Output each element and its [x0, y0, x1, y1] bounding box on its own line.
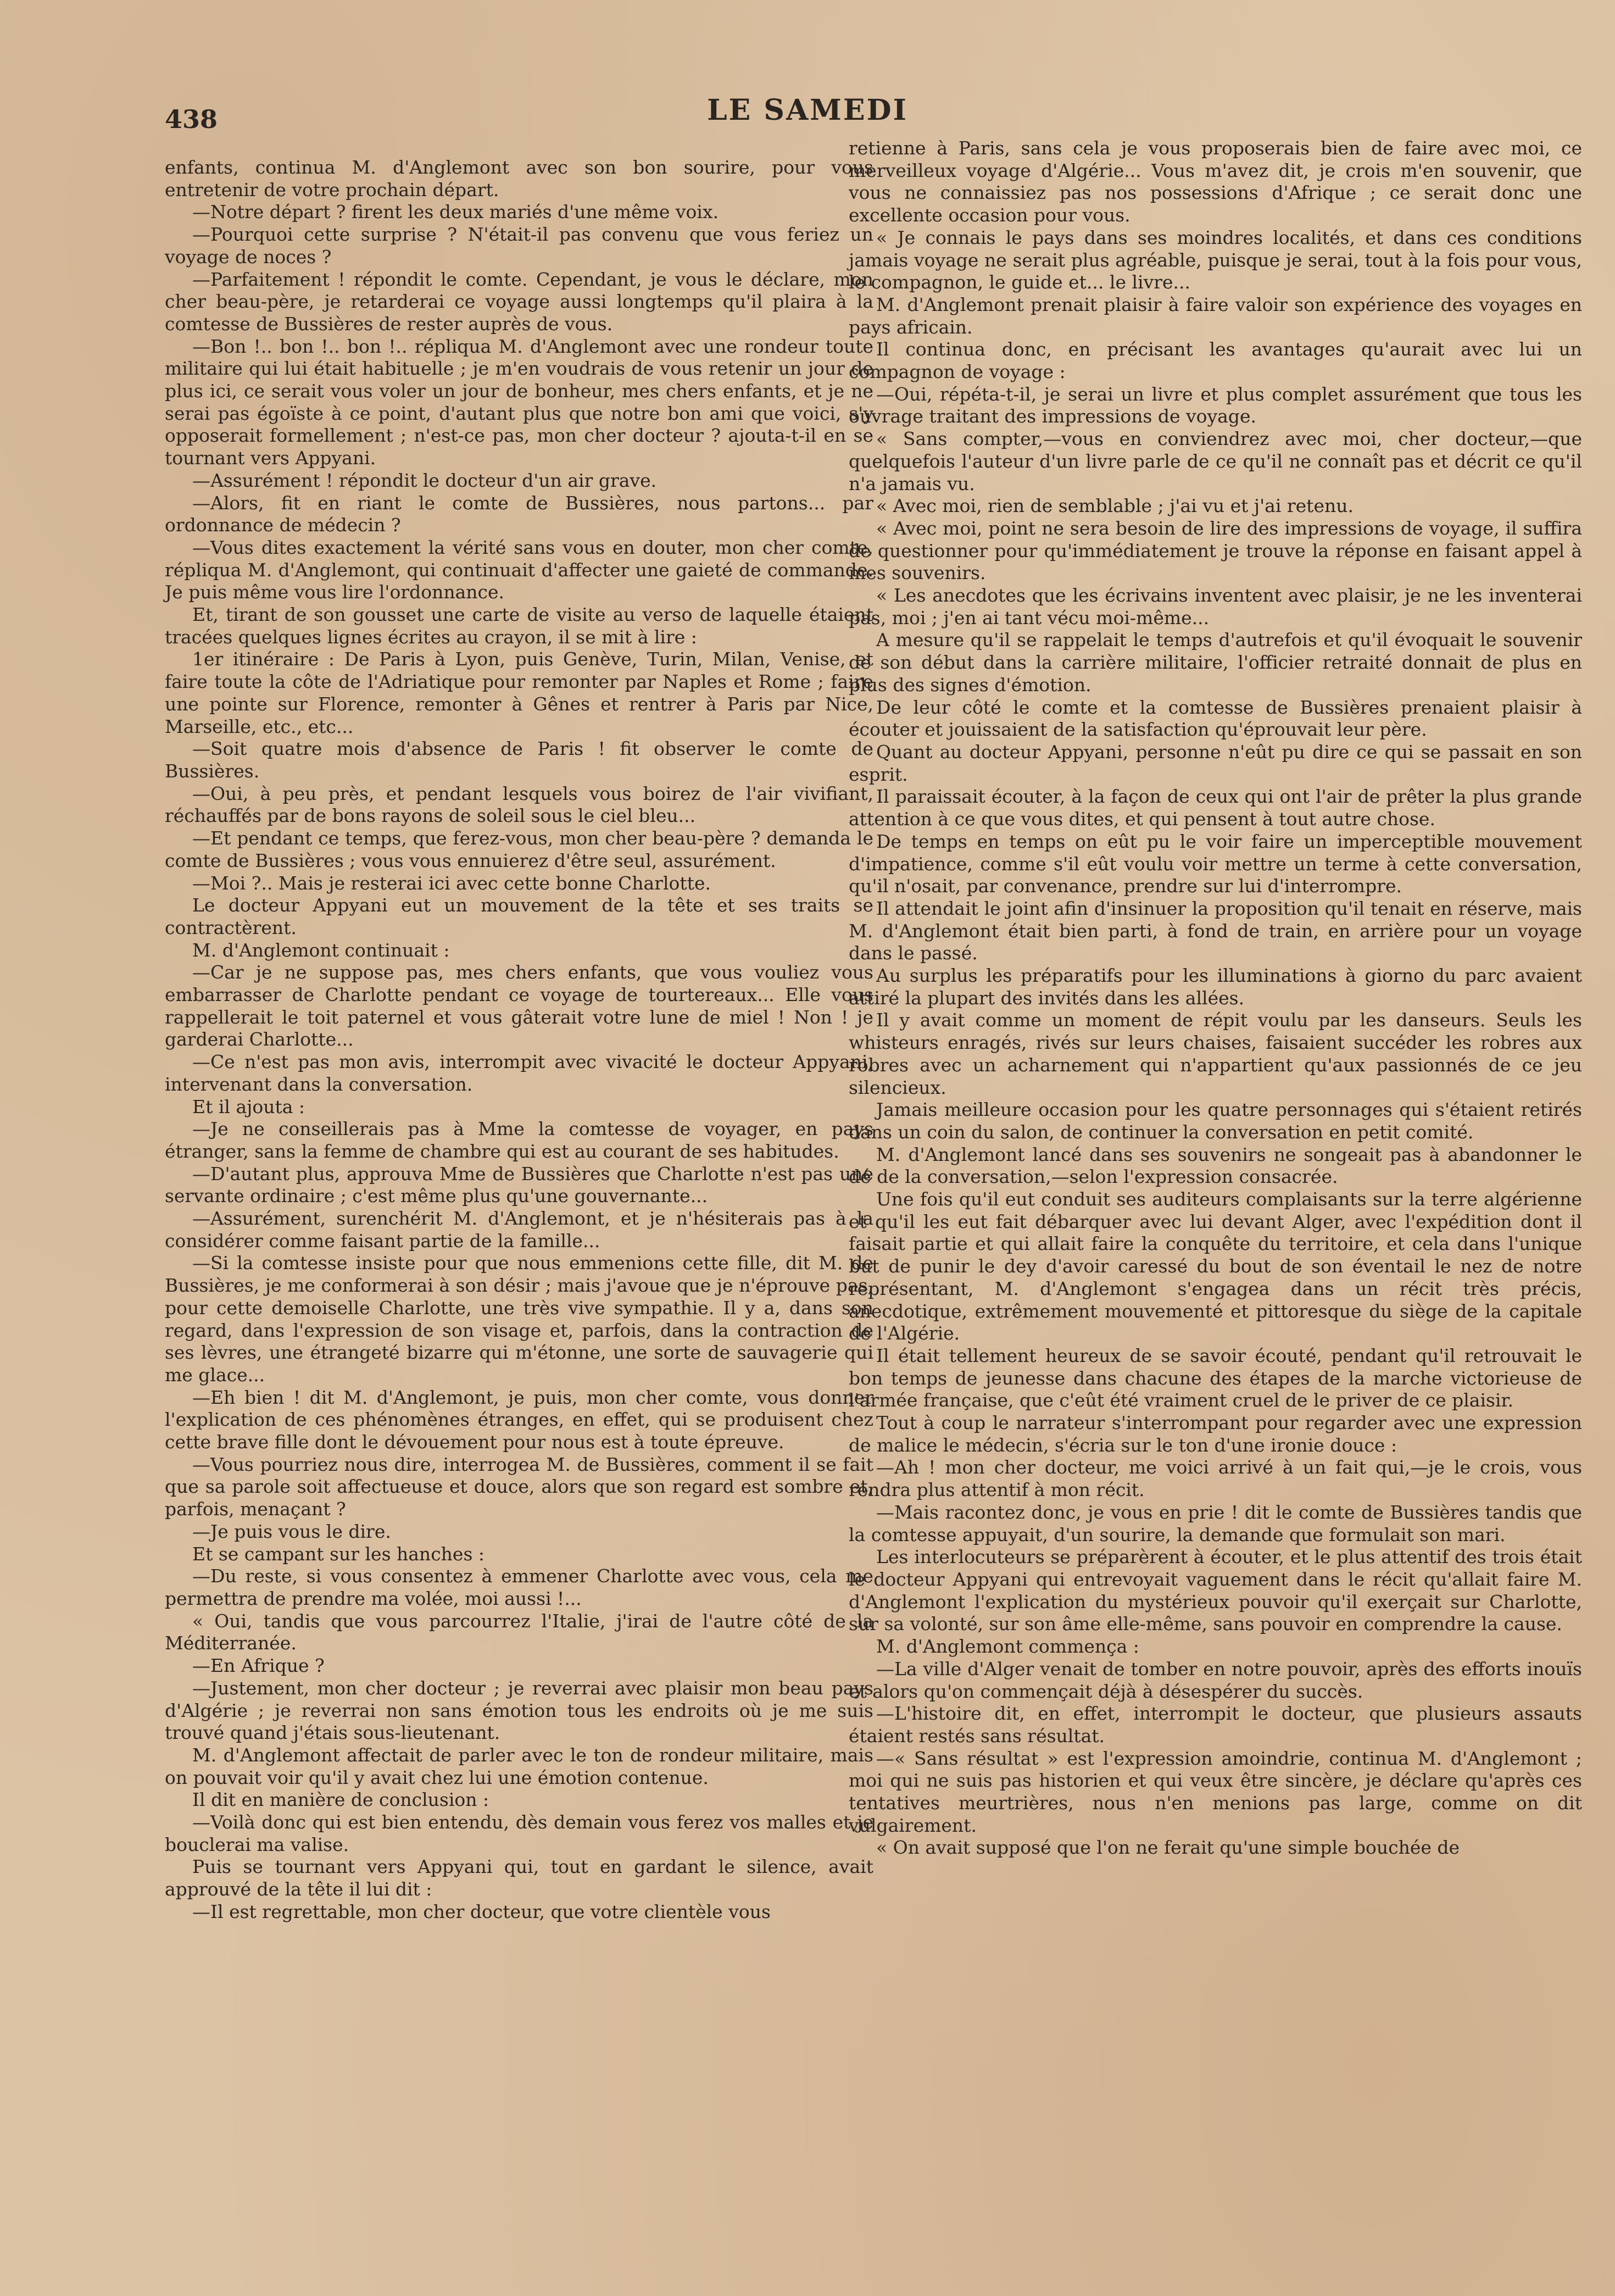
paragraph: Il était tellement heureux de se savoir écouté, pendant qu'il retrouvait le bon temps de jeunesse dans chacune des étapes de la marche victorieuse de l'armée française, que c'eût été vraiment cruel de le priver de ce plaisir. [849, 1344, 1582, 1411]
paragraph: —Ah ! mon cher docteur, me voici arrivé à un fait qui,—je le crois, vous rendra plus attentif à mon récit. [849, 1456, 1582, 1501]
paragraph: —D'autant plus, approuva Mme de Bussières que Charlotte n'est pas une servante ordinaire ; c'est même plus qu'une gouvernante... [165, 1163, 873, 1207]
paragraph: —Du reste, si vous consentez à emmener Charlotte avec vous, cela me permettra de prendre ma volée, moi aussi !... [165, 1565, 873, 1609]
paragraph: De leur côté le comte et la comtesse de Bussières prenaient plaisir à écouter et jouissaient de la satisfaction qu'éprouvait leur père. [849, 696, 1582, 741]
paragraph: —Parfaitement ! répondit le comte. Cependant, je vous le déclare, mon cher beau-père, je retarderai ce voyage aussi longtemps qu'il plaira à la comtesse de Bussières de rester auprès de vous. [165, 268, 873, 335]
paragraph: M. d'Anglemont continuait : [192, 939, 450, 961]
paragraph: Tout à coup le narrateur s'interrompant pour regarder avec une expression de malice le médecin, s'écria sur le ton d'une ironie douce : [849, 1412, 1582, 1456]
paragraph: —Il est regrettable, mon cher docteur, que votre clientèle vous [192, 1900, 771, 1922]
paragraph: —Je puis vous le dire. [192, 1520, 391, 1542]
paragraph: —Car je ne suppose pas, mes chers enfants, que vous vouliez vous embarrasser de Charlotte pendant ce voyage de tourtereaux... Elle vous rappellerait le toit paternel et vous gâterait votre lune de miel ! Non ! je garderai Charlotte... [165, 961, 873, 1050]
paragraph: « Oui, tandis que vous parcourrez l'Italie, j'irai de l'autre côté de la Méditerranée. [165, 1610, 873, 1654]
paragraph: —Bon !.. bon !.. bon !.. répliqua M. d'Anglemont avec une rondeur toute militaire qui lui était habituelle ; je m'en voudrais de vous retenir un jour de plus ici, ce serait vous voler un jour de bonheur, mes chers enfants, et je ne serai pas égoïste à ce point, d'autant plus que notre bon ami que voici, s'y opposerait formellement ; n'est-ce pas, mon cher docteur ? ajouta-t-il en se tournant vers Appyani. [165, 335, 873, 469]
paragraph: —Moi ?.. Mais je resterai ici avec cette bonne Charlotte. [192, 872, 711, 894]
right-column [849, 137, 1582, 1859]
paragraph: Et, tirant de son gousset une carte de visite au verso de laquelle étaient tracées quelques lignes écrites au crayon, il se mit à lire : [165, 604, 873, 648]
paragraph: Au surplus les préparatifs pour les illuminations à giorno du parc avaient attiré la plupart des invités dans les allées. [849, 965, 1582, 1009]
paragraph: Il y avait comme un moment de répit voulu par les danseurs. Seuls les whisteurs enragés, rivés sur leurs chaises, faisaient succéder les robres aux robres avec un acharnement qui n'appartient qu'aux passionnés de ce jeu silencieux. [849, 1009, 1582, 1098]
paragraph: —La ville d'Alger venait de tomber en notre pouvoir, après des efforts inouïs et alors qu'on commençait déjà à désespérer du succès. [849, 1658, 1582, 1702]
paragraph: Quant au docteur Appyani, personne n'eût pu dire ce qui se passait en son esprit. [849, 741, 1582, 785]
paragraph: M. d'Anglemont commença : [876, 1636, 1139, 1658]
paragraph: —Je ne conseillerais pas à Mme la comtesse de voyager, en pays étranger, sans la femme de chambre qui est au courant de ses habitudes. [165, 1118, 873, 1162]
paragraph: enfants, continua M. d'Anglemont avec son bon sourire, pour vous entretenir de votre prochain départ. [165, 157, 873, 201]
paragraph: « Sans compter,—vous en conviendrez avec moi, cher docteur,—que quelquefois l'auteur d'un livre parle de ce qu'il ne connaît pas et décrit ce qu'il n'a jamais vu. [849, 428, 1582, 494]
paragraph: Les interlocuteurs se préparèrent à écouter, et le plus attentif des trois était le docteur Appyani qui entrevoyait vaguement dans le récit qu'allait faire M. d'Anglemont l'explication du mystérieux pouvoir qu'il exerçait sur Charlotte, sur sa volonté, sur son âme elle-même, sans pouvoir en comprendre la cause. [849, 1546, 1582, 1635]
paragraph: Il continua donc, en précisant les avantages qu'aurait avec lui un compagnon de voyage : [849, 338, 1582, 383]
paragraph: Jamais meilleure occasion pour les quatre personnages qui s'étaient retirés dans un coin du salon, de continuer la conversation en petit comité. [849, 1099, 1582, 1143]
paragraph: M. d'Anglemont prenait plaisir à faire valoir son expérience des voyages en pays africain. [849, 293, 1582, 338]
paragraph: —Ce n'est pas mon avis, interrompit avec vivacité le docteur Appyani, intervenant dans la conversation. [165, 1051, 873, 1095]
paragraph: —« Sans résultat » est l'expression amoindrie, continua M. d'Anglemont ; moi qui ne suis pas historien et qui veux être sincère, je déclare qu'après ces tentatives meurtrières, nous n'en menions pas large, comme on dit vulgairement. [849, 1747, 1582, 1836]
paragraph: —Oui, à peu près, et pendant lesquels vous boirez de l'air vivifiant, réchauffés par de bons rayons de soleil sous le ciel bleu... [165, 782, 873, 827]
paragraph: —Assurément ! répondit le docteur d'un air grave. [192, 469, 657, 491]
paragraph: De temps en temps on eût pu le voir faire un imperceptible mouvement d'impatience, comme s'il eût voulu voir mettre un terme à cette conversation, qu'il n'osait, par convenance, prendre sur lui d'interrompre. [849, 830, 1582, 897]
paragraph: —Voilà donc qui est bien entendu, dès demain vous ferez vos malles et je bouclerai ma valise. [165, 1811, 873, 1855]
paragraph: —Notre départ ? firent les deux mariés d'une même voix. [192, 201, 719, 223]
paragraph: Et il ajouta : [192, 1096, 305, 1118]
paragraph: retienne à Paris, sans cela je vous proposerais bien de faire avec moi, ce merveilleux voyage d'Algérie... Vous m'avez dit, je crois m'en souvenir, que vous ne connaissiez pas nos possessions d'Afrique ; ce serait donc une excellente occasion pour vous. [849, 137, 1582, 226]
paragraph: —En Afrique ? [192, 1655, 325, 1677]
page-number: 438 [165, 104, 218, 134]
paragraph: « On avait supposé que l'on ne ferait qu'une simple bouchée de [876, 1837, 1460, 1859]
paragraph: —Vous dites exactement la vérité sans vous en douter, mon cher comte, répliqua M. d'Anglemont, qui continuait d'affecter une gaieté de commande. Je puis même vous lire l'ordonnance. [165, 536, 873, 603]
paragraph: Il attendait le joint afin d'insinuer la proposition qu'il tenait en réserve, mais M. d'Anglemont était bien parti, à fond de train, en arrière pour un voyage dans le passé. [849, 897, 1582, 964]
left-column [165, 157, 873, 1923]
paragraph: M. d'Anglemont lancé dans ses souvenirs ne songeait pas à abandonner le dé de la conversation,—selon l'expression consacrée. [849, 1143, 1582, 1188]
paragraph: « Avec moi, rien de semblable ; j'ai vu et j'ai retenu. [876, 495, 1354, 517]
paragraph: —Vous pourriez nous dire, interrogea M. de Bussières, comment il se fait que sa parole soit affectueuse et douce, alors que son regard est sombre et, parfois, menaçant ? [165, 1453, 873, 1520]
running-head: LE SAMEDI [707, 93, 908, 127]
paragraph: Le docteur Appyani eut un mouvement de la tête et ses traits se contractèrent. [165, 894, 873, 938]
paragraph: —Et pendant ce temps, que ferez-vous, mon cher beau-père ? demanda le comte de Bussières ; vous vous ennuierez d'être seul, assurément. [165, 827, 873, 871]
paragraph: M. d'Anglemont affectait de parler avec le ton de rondeur militaire, mais on pouvait voir qu'il y avait chez lui une émotion contenue. [165, 1744, 873, 1788]
paragraph: Puis se tournant vers Appyani qui, tout en gardant le silence, avait approuvé de la tête il lui dit : [165, 1856, 873, 1900]
paragraph: Il paraissait écouter, à la façon de ceux qui ont l'air de prêter la plus grande attention à ce que vous dites, et qui pensent à tout autre chose. [849, 786, 1582, 830]
paragraph: —Eh bien ! dit M. d'Anglemont, je puis, mon cher comte, vous donner l'explication de ces phénomènes étranges, en effet, qui se produisent chez cette brave fille dont le dévouement pour nous est à toute épreuve. [165, 1386, 873, 1453]
paragraph: Et se campant sur les hanches : [192, 1543, 484, 1565]
paragraph: —Assurément, surenchérit M. d'Anglemont, et je n'hésiterais pas à la considérer comme faisant partie de la famille... [165, 1208, 873, 1252]
paragraph: Il dit en manière de conclusion : [192, 1789, 489, 1811]
paragraph: « Avec moi, point ne sera besoin de lire des impressions de voyage, il suffira de questionner pour qu'immédiatement je trouve la réponse en faisant appel à mes souvenirs. [849, 517, 1582, 584]
paragraph: —Justement, mon cher docteur ; je reverrai avec plaisir mon beau pays d'Algérie ; je reverrai non sans émotion tous les endroits où je me suis trouvé quand j'étais sous-lieutenant. [165, 1677, 873, 1744]
paragraph: A mesure qu'il se rappelait le temps d'autrefois et qu'il évoquait le souvenir de son début dans la carrière militaire, l'officier retraité donnait de plus en plus des signes d'émotion. [849, 629, 1582, 696]
paragraph: —L'histoire dit, en effet, interrompit le docteur, que plusieurs assauts étaient restés sans résultat. [849, 1703, 1582, 1747]
paragraph: « Je connais le pays dans ses moindres localités, et dans ces conditions jamais voyage ne serait plus agréable, puisque je serai, tout à la fois pour vous, le compagnon, le guide et... le livre... [849, 226, 1582, 293]
paragraph: Une fois qu'il eut conduit ses auditeurs complaisants sur la terre algérienne et qu'il les eut fait débarquer avec lui devant Alger, avec l'expédition dont il faisait partie et qui allait faire la conquête du territoire, et cela dans l'unique but de punir le dey d'avoir caressé du bout de son éventail le nez de notre représentant, M. d'Anglemont s'engagea dans un récit très précis, anecdotique, extrêmement mouvementé et pittoresque du siège de la capitale de l'Algérie. [849, 1188, 1582, 1344]
paragraph: —Oui, répéta-t-il, je serai un livre et plus complet assurément que tous les ouvrage traitant des impressions de voyage. [849, 383, 1582, 427]
paragraph: —Si la comtesse insiste pour que nous emmenions cette fille, dit M. de Bussières, je me conformerai à son désir ; mais j'avoue que je n'éprouve pas, pour cette demoiselle Charlotte, une très vive sympathie. Il y a, dans son regard, dans l'expression de son visage et, parfois, dans la contraction de ses lèvres, une étrangeté bizarre qui m'étonne, une sorte de sauvagerie qui me glace... [165, 1252, 873, 1386]
paragraph: —Soit quatre mois d'absence de Paris ! fit observer le comte de Bussières. [165, 738, 873, 782]
paragraph: —Alors, fit en riant le comte de Bussières, nous partons... par ordonnance de médecin ? [165, 492, 873, 536]
paragraph: « Les anecdotes que les écrivains inventent avec plaisir, je ne les inventerai pas, moi ; j'en ai tant vécu moi-même... [849, 585, 1582, 629]
paragraph: —Pourquoi cette surprise ? N'était-il pas convenu que vous feriez un voyage de noces ? [165, 224, 873, 268]
paragraph: 1er itinéraire : De Paris à Lyon, puis Genève, Turin, Milan, Venise, et faire toute la côte de l'Adriatique pour remonter par Naples et Rome ; faire une pointe sur Florence, remonter à Gênes et rentrer à Paris par Nice, Marseille, etc., etc... [165, 648, 873, 737]
paragraph: —Mais racontez donc, je vous en prie ! dit le comte de Bussières tandis que la comtesse appuyait, d'un sourire, la demande que formulait son mari. [849, 1501, 1582, 1546]
